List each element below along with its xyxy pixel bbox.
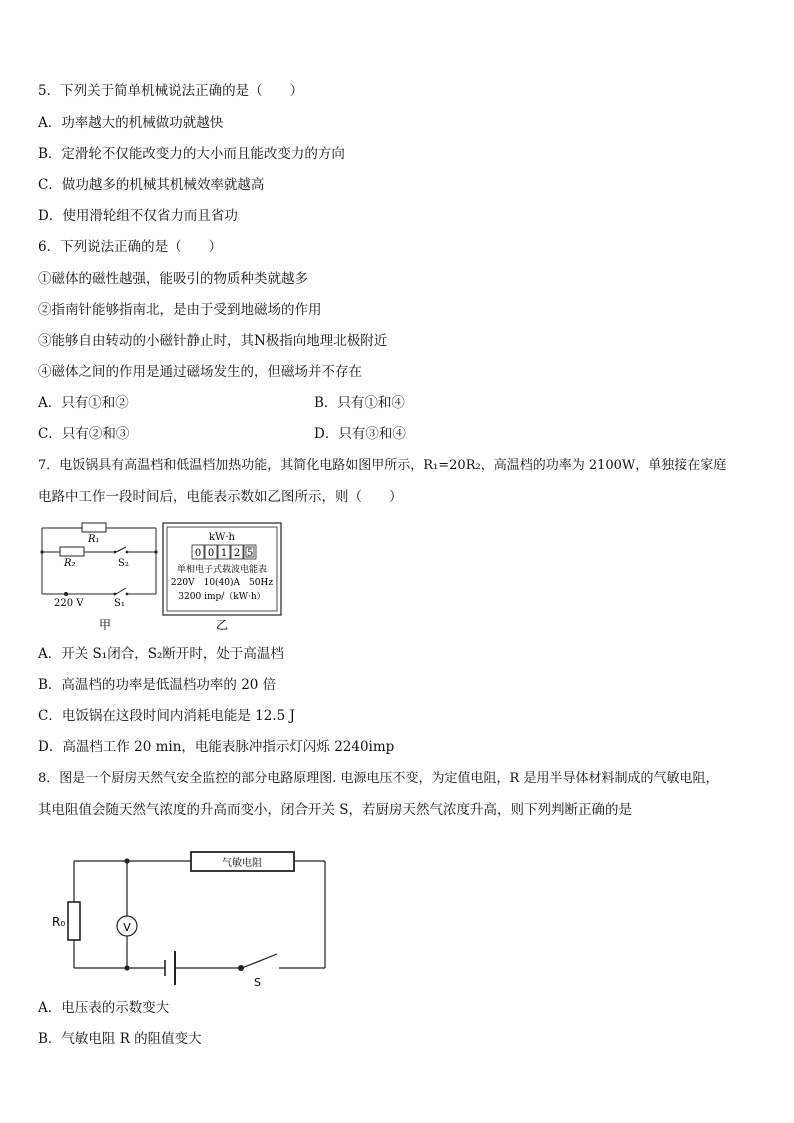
q7-circuit-diagram [36,516,166,634]
meter-digit-2: 0 [207,548,215,559]
q7-option-b: B．高温档的功率是低温档功率的 20 倍 [38,677,277,693]
switch-label: S [254,976,261,989]
q7-stem-line1: 7．电饭锅具有高温档和低温档加热功能，其简化电路如图甲所示，R₁=20R₂，高温档的功率为 2100W，单独接在家庭 [38,458,727,473]
q6-option-a: A．只有①和② [38,395,129,411]
q6-option-b: B．只有①和④ [314,395,405,411]
r0-label: R₀ [52,915,66,929]
switch-s [242,954,277,968]
meter-name: 单相电子式载波电能表 [176,565,268,575]
q6-option-c: C．只有②和③ [38,426,130,442]
q6-statement-2: ②指南针能够指南北，是由于受到地磁场的作用 [38,302,322,318]
q7-option-a: A．开关 S₁闭合，S₂断开时，处于高温档 [38,646,284,662]
meter-digit-4: 2 [233,548,241,559]
q8-stem-line1: 8．图是一个厨房天然气安全监控的部分电路原理图. 电源电压不变，为定值电阻，R 是用半导体材料制成的气敏电阻， [38,771,719,786]
q5-option-d: D．使用滑轮组不仅省力而且省功 [38,208,238,224]
voltmeter-label: V [123,921,131,934]
q6-statement-3: ③能够自由转动的小磁针静止时，其N极指向地理北极附近 [38,333,388,349]
q8-option-a: A．电压表的示数变大 [38,1000,170,1016]
meter-digit-5: 5 [246,548,254,559]
r0-resistor [68,902,80,940]
q8-circuit-diagram [44,848,334,990]
meter-specs: 220V 10(40)A 50Hz [170,578,274,588]
q5-option-a: A．功率越大的机械做功就越快 [38,115,224,131]
voltage-label: 220 V [54,598,84,609]
r1-label: R₁ [88,534,100,545]
fig-yi-label: 乙 [215,618,229,632]
r2-label: R₂ [64,558,76,569]
r2-resistor [60,547,84,556]
q5-option-c: C．做功越多的机械其机械效率就越高 [38,177,265,193]
q6-statement-4: ④磁体之间的作用是通过磁场发生的，但磁场并不存在 [38,364,362,380]
q5-stem: 5．下列关于简单机械说法正确的是（ ） [38,83,304,99]
q7-stem-line2: 电路中工作一段时间后，电能表示数如乙图所示，则（ ） [38,489,403,505]
q8-option-b: B．气敏电阻 R 的阻值变大 [38,1031,202,1047]
meter-digit-3: 1 [220,548,228,559]
q7-option-d: D．高温档工作 20 min，电能表脉冲指示灯闪烁 2240imp [38,739,395,755]
gas-sensor-label: 气敏电阻 [222,858,262,869]
q7-option-c: C．电饭锅在这段时间内消耗电能是 12.5 J [38,708,295,724]
q8-stem-line2: 其电阻值会随天然气浓度的升高而变小，闭合开关 S，若厨房天然气浓度升高，则下列判断正确的是 [38,802,633,818]
q6-statement-1: ①磁体的磁性越强，能吸引的物质种类就越多 [38,271,308,287]
s2-label: S₂ [118,558,129,569]
fig-jia-label: 甲 [99,618,112,632]
s1-label: S₁ [114,598,125,609]
q6-option-d: D．只有③和④ [314,426,406,442]
q5-option-b: B．定滑轮不仅能改变力的大小而且能改变力的方向 [38,146,345,162]
meter-unit: kW·h [209,532,235,543]
q7-energy-meter [162,522,284,634]
meter-digit-1: 0 [194,548,202,559]
q6-stem: 6．下列说法正确的是（ ） [38,239,223,255]
s2-switch [116,547,126,552]
r1-resistor [82,523,106,532]
s1-switch [116,588,126,594]
meter-imp: 3200 imp/（kW·h） [178,592,266,602]
